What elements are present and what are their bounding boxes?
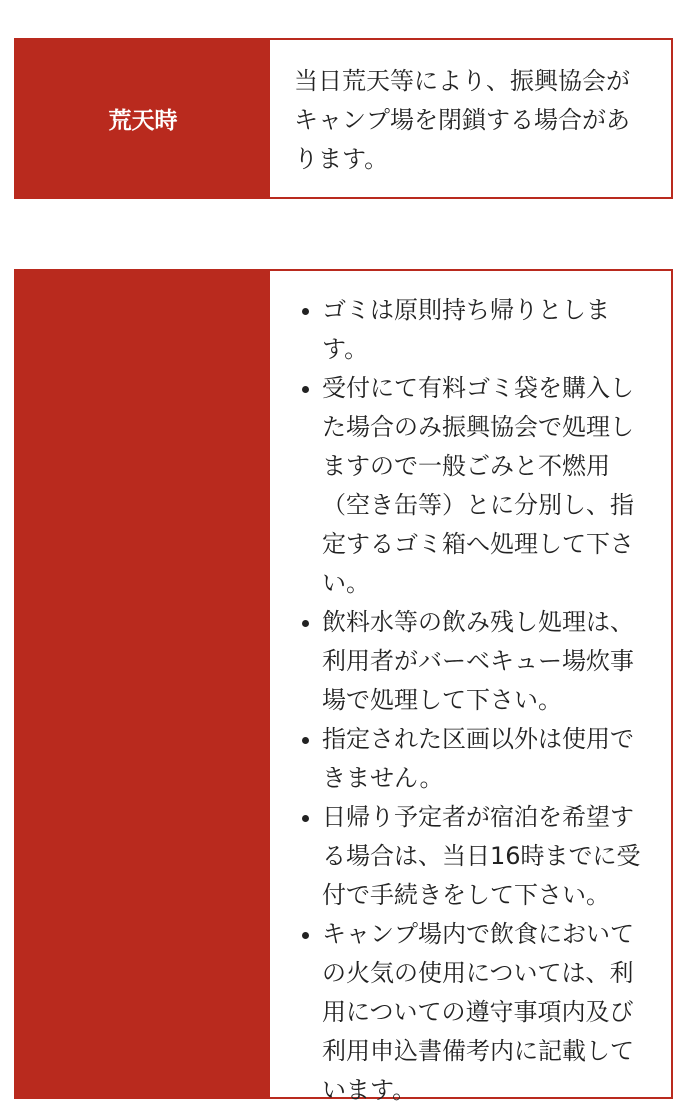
rules-list-item: 受付にて有料ゴミ袋を購入した場合のみ振興協会で処理しますので一般ごみと不燃用（空き缶等）とに分別し、指定するゴミ箱へ処理して下さい。 xyxy=(298,369,647,603)
rules-row-content xyxy=(270,271,671,1104)
rules-list-item: ゴミは原則持ち帰りとします。 xyxy=(298,291,647,369)
rules-info-table xyxy=(14,269,673,1104)
weather-row-content: 当日荒天等により、振興協会がキャンプ場を閉鎖する場合があります。 xyxy=(294,67,630,173)
rules-list-item: 指定された区画以外は使用できません。 xyxy=(298,720,647,798)
weather-info-table xyxy=(14,38,673,199)
weather-row-header: 荒天時 xyxy=(16,40,270,197)
rules-list-item: 日帰り予定者が宿泊を希望する場合は、当日16時までに受付で手続きをして下さい。 xyxy=(298,798,647,915)
rules-list xyxy=(298,291,647,1110)
rules-list-item: 飲料水等の飲み残し処理は、利用者がバーベキュー場炊事場で処理して下さい。 xyxy=(298,603,647,720)
rules-list-item: キャンプ場内で飲食においての火気の使用については、利用についての遵守事項内及び利用申込書備考内に記載しています。 xyxy=(298,915,647,1110)
rules-row-header xyxy=(16,271,270,1097)
